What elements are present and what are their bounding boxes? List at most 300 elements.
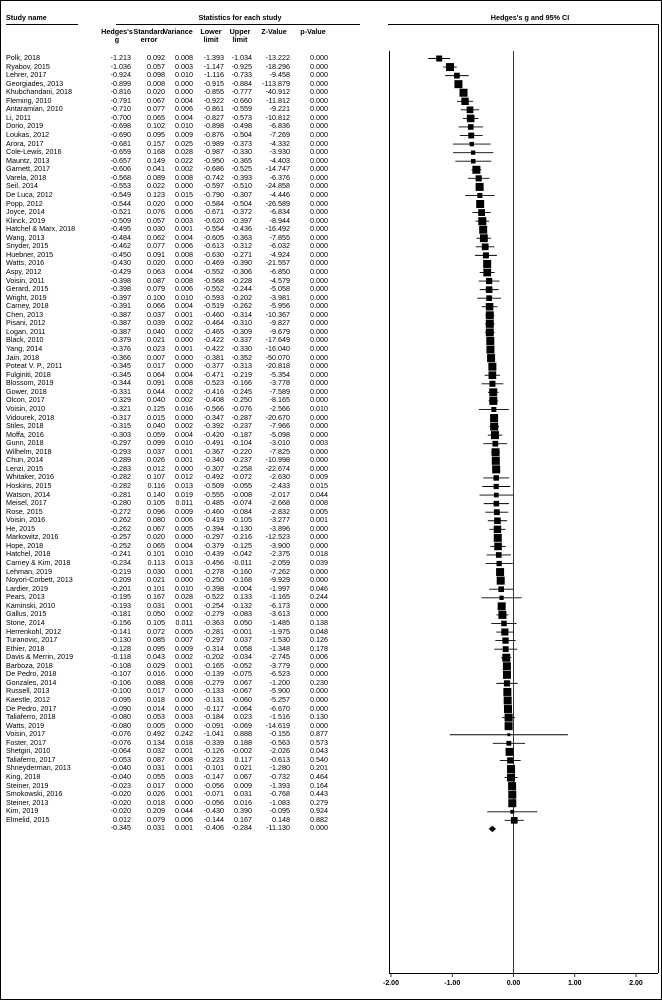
row-g-value: -0.293 xyxy=(110,446,131,456)
effect-square xyxy=(498,586,504,592)
row-ll-value: -0.408 xyxy=(203,395,224,405)
effect-square xyxy=(482,243,489,250)
row-var-value: 0.004 xyxy=(175,429,193,439)
row-ul-value: 0.021 xyxy=(234,763,252,773)
study-name: Stiles, 2018 xyxy=(6,421,44,431)
row-var-value: 0.000 xyxy=(175,686,193,696)
row-g-value: -0.281 xyxy=(110,489,131,499)
row-ll-value: -0.184 xyxy=(203,712,224,722)
row-var-value: 0.000 xyxy=(175,695,193,704)
study-name: Meisel, 2017 xyxy=(6,498,47,508)
row-var-value: 0.000 xyxy=(175,361,193,371)
row-g-value: -0.379 xyxy=(110,335,131,345)
study-name: Shneyderman, 2013 xyxy=(6,763,71,773)
row-g-value: -0.156 xyxy=(110,617,131,627)
study-name: Poteat V. P., 2011 xyxy=(6,361,63,371)
effect-square xyxy=(504,705,512,713)
row-ul-value: 0.058 xyxy=(234,643,252,653)
row-var-value: 0.010 xyxy=(175,121,193,131)
row-p-value: 0.000 xyxy=(310,78,328,88)
study-name: Steiner, 2013 xyxy=(6,797,49,807)
row-var-value: 0.003 xyxy=(175,772,193,782)
row-var-value: 0.005 xyxy=(175,523,193,533)
row-p-value: 0.000 xyxy=(310,258,328,268)
row-z-value: -8.944 xyxy=(269,215,290,225)
row-var-value: 0.000 xyxy=(175,669,193,679)
effect-square xyxy=(483,252,489,258)
row-z-value: -10.812 xyxy=(265,112,290,122)
study-name: Carney, 2018 xyxy=(6,301,49,311)
summary-se-value: 0.031 xyxy=(147,823,165,833)
row-ll-value: -0.279 xyxy=(203,677,224,687)
row-var-value: 0.001 xyxy=(175,763,193,773)
row-se-value: 0.059 xyxy=(147,429,165,439)
row-se-value: 0.015 xyxy=(147,412,165,422)
row-z-value: -2.059 xyxy=(269,558,290,568)
study-name: Black, 2010 xyxy=(6,335,44,345)
row-se-value: 0.005 xyxy=(147,720,165,730)
row-p-value: 0.000 xyxy=(310,207,328,217)
row-var-value: 0.010 xyxy=(175,549,193,559)
effect-square xyxy=(486,311,494,319)
row-z-value: -14.747 xyxy=(265,164,290,174)
row-g-value: -0.397 xyxy=(110,292,131,302)
row-ul-value: -0.084 xyxy=(231,506,252,516)
row-g-value: -0.128 xyxy=(110,643,131,653)
row-p-value: 0.010 xyxy=(310,403,328,413)
row-p-value: 0.000 xyxy=(310,660,328,670)
row-p-value: 0.000 xyxy=(310,575,328,585)
row-se-value: 0.101 xyxy=(147,549,165,559)
row-ll-value: -0.566 xyxy=(203,403,224,413)
study-name: Voisin, 2016 xyxy=(6,515,46,525)
row-se-value: 0.037 xyxy=(147,309,165,319)
row-ll-value: -0.523 xyxy=(203,378,224,388)
row-p-value: 0.001 xyxy=(310,515,328,525)
row-p-value: 0.000 xyxy=(310,523,328,533)
row-var-value: 0.001 xyxy=(175,224,193,234)
row-p-value: 0.000 xyxy=(310,609,328,619)
row-z-value: -1.516 xyxy=(269,712,290,722)
row-p-value: 0.000 xyxy=(310,369,328,379)
row-se-value: 0.050 xyxy=(147,609,165,619)
effect-square xyxy=(471,159,476,164)
row-z-value: -8.165 xyxy=(269,395,290,405)
study-name: Antaramian, 2010 xyxy=(6,104,63,114)
row-ul-value: 0.117 xyxy=(234,754,252,764)
study-name: Varela, 2018 xyxy=(6,172,47,182)
effect-square xyxy=(510,810,514,814)
effect-square xyxy=(488,363,496,371)
row-ul-value: -0.072 xyxy=(231,472,252,482)
effect-square xyxy=(486,320,494,328)
study-name: Garnett, 2017 xyxy=(6,164,50,174)
row-var-value: 0.000 xyxy=(175,780,193,790)
study-name: Klinck, 2019 xyxy=(6,215,46,225)
row-se-value: 0.089 xyxy=(147,172,165,182)
row-p-value: 0.000 xyxy=(310,198,328,208)
row-z-value: -7.966 xyxy=(269,421,290,431)
study-name: Blossom, 2019 xyxy=(6,378,54,388)
row-z-value: -0.732 xyxy=(269,772,290,782)
row-var-value: 0.005 xyxy=(175,626,193,636)
row-z-value: -5.257 xyxy=(269,695,290,704)
row-ll-value: -1.041 xyxy=(203,729,224,739)
row-z-value: -22.674 xyxy=(265,463,290,473)
row-z-value: -5.956 xyxy=(269,301,290,311)
row-g-value: -0.544 xyxy=(110,198,131,208)
row-z-value: -2.026 xyxy=(269,746,290,756)
row-p-value: 0.573 xyxy=(310,737,328,747)
effect-square xyxy=(491,407,496,412)
effect-square xyxy=(494,501,500,507)
effect-square xyxy=(486,278,492,284)
study-name: Aspy, 2012 xyxy=(6,267,42,276)
row-p-value: 0.000 xyxy=(310,361,328,371)
row-ul-value: -0.352 xyxy=(231,352,252,362)
row-z-value: -11.812 xyxy=(266,95,290,105)
row-p-value: 0.008 xyxy=(310,498,328,508)
row-ul-value: -0.373 xyxy=(231,138,252,148)
effect-square xyxy=(506,741,511,746)
x-tick-label: 0.00 xyxy=(506,980,521,987)
row-p-value: 0.877 xyxy=(310,729,328,739)
stats-group-header: Statistics for each study xyxy=(198,13,282,22)
row-g-value: -0.262 xyxy=(110,515,131,525)
row-se-value: 0.105 xyxy=(147,617,165,627)
row-ul-value: -0.363 xyxy=(231,232,252,242)
row-ll-value: -0.377 xyxy=(203,361,224,371)
effect-square xyxy=(476,200,484,208)
study-name: Wilhelm, 2018 xyxy=(6,446,52,456)
study-name: Carney & Kim, 2018 xyxy=(6,558,71,568)
row-var-value: 0.010 xyxy=(175,583,193,593)
row-g-value: -0.219 xyxy=(110,566,131,576)
row-ll-value: -0.898 xyxy=(203,121,224,131)
row-p-value: 0.000 xyxy=(310,155,328,165)
row-se-value: 0.096 xyxy=(147,506,165,516)
row-var-value: 0.011 xyxy=(175,498,193,508)
effect-square xyxy=(491,431,499,439)
row-var-value: 0.019 xyxy=(175,489,193,499)
study-name: Gower, 2018 xyxy=(6,386,47,396)
row-z-value: -20.670 xyxy=(265,412,290,422)
effect-square xyxy=(507,765,515,773)
row-se-value: 0.209 xyxy=(147,806,165,816)
effect-square xyxy=(470,142,474,146)
row-p-value: 0.000 xyxy=(310,695,328,704)
effect-square xyxy=(503,646,509,652)
row-se-value: 0.017 xyxy=(147,361,165,371)
row-z-value: -40.912 xyxy=(265,87,290,97)
row-var-value: 0.008 xyxy=(175,172,193,182)
study-name: Watts, 2019 xyxy=(6,720,45,730)
study-name: Kaminski, 2010 xyxy=(6,600,56,610)
row-ul-value: -0.168 xyxy=(231,575,252,585)
study-name: Hatchel & Marx, 2018 xyxy=(6,224,76,234)
row-g-value: -0.297 xyxy=(110,438,131,448)
study-name: Loukas, 2012 xyxy=(6,130,50,140)
effect-square xyxy=(493,475,498,480)
row-se-value: 0.062 xyxy=(147,232,165,242)
row-var-value: 0.009 xyxy=(175,130,193,140)
row-z-value: -1.485 xyxy=(269,617,290,627)
row-ul-value: -0.314 xyxy=(231,309,252,319)
row-var-value: 0.002 xyxy=(175,421,193,431)
column-header-g: Hedges's g xyxy=(101,27,133,44)
row-ul-value: -0.573 xyxy=(231,112,252,122)
row-var-value: 0.028 xyxy=(175,592,193,602)
row-se-value: 0.077 xyxy=(147,241,165,251)
row-p-value: 0.130 xyxy=(310,712,328,722)
row-g-value: -0.020 xyxy=(110,806,131,816)
row-z-value: -6.173 xyxy=(269,600,290,610)
effect-square xyxy=(506,748,514,756)
x-tick-label: 2.00 xyxy=(629,980,643,987)
row-ul-value: -0.306 xyxy=(231,267,252,276)
column-header-ll: Lower limit xyxy=(200,27,222,44)
row-ll-value: -0.464 xyxy=(203,318,224,328)
row-p-value: 0.000 xyxy=(310,284,328,294)
study-name: Georgiades, 2013 xyxy=(6,78,64,88)
study-name: Popp, 2012 xyxy=(6,198,43,208)
row-p-value: 0.039 xyxy=(310,558,328,568)
row-z-value: -7.269 xyxy=(269,130,290,140)
effect-square xyxy=(461,98,468,105)
row-var-value: 0.008 xyxy=(175,53,193,62)
row-ll-value: -0.605 xyxy=(203,232,224,242)
row-z-value: -0.613 xyxy=(269,754,290,764)
row-p-value: 0.000 xyxy=(310,395,328,405)
row-g-value: -0.710 xyxy=(110,104,131,114)
row-var-value: 0.006 xyxy=(175,207,193,217)
row-var-value: 0.001 xyxy=(175,455,193,465)
row-g-value: -0.899 xyxy=(110,78,131,88)
row-ul-value: -0.372 xyxy=(231,207,252,217)
row-p-value: 0.000 xyxy=(310,600,328,610)
row-se-value: 0.092 xyxy=(147,53,165,62)
row-g-value: -0.282 xyxy=(110,481,131,490)
row-z-value: -5.058 xyxy=(269,284,290,294)
row-ll-value: -0.416 xyxy=(203,386,224,396)
row-ll-value: -0.876 xyxy=(203,130,224,140)
study-name: Cole-Lewis, 2016 xyxy=(6,147,62,157)
row-z-value: -6.670 xyxy=(269,703,290,713)
study-name: Herrenkohl, 2012 xyxy=(6,626,62,636)
row-p-value: 0.018 xyxy=(310,549,328,559)
row-se-value: 0.065 xyxy=(147,112,165,122)
study-name: Lenzi, 2015 xyxy=(6,463,44,473)
study-name: Khubchandani, 2018 xyxy=(6,87,72,97)
effect-square xyxy=(471,151,475,155)
row-p-value: 0.000 xyxy=(310,703,328,713)
row-se-value: 0.100 xyxy=(147,292,165,302)
row-z-value: -2.630 xyxy=(269,472,290,482)
effect-square xyxy=(505,714,513,722)
row-g-value: -0.366 xyxy=(110,352,131,362)
row-se-value: 0.099 xyxy=(147,438,165,448)
row-z-value: -0.768 xyxy=(269,789,290,799)
row-se-value: 0.053 xyxy=(147,712,165,722)
row-ul-value: -0.011 xyxy=(232,558,252,568)
summary-var-value: 0.001 xyxy=(175,823,193,833)
row-var-value: 0.011 xyxy=(175,617,193,627)
study-name: Markowitz, 2016 xyxy=(6,532,59,542)
row-var-value: 0.010 xyxy=(175,70,193,80)
study-name: Ethier, 2018 xyxy=(6,643,45,653)
row-se-value: 0.076 xyxy=(147,207,165,217)
row-z-value: -6.836 xyxy=(269,121,290,131)
row-se-value: 0.095 xyxy=(147,643,165,653)
study-name: Gallus, 2015 xyxy=(6,609,47,619)
row-var-value: 0.001 xyxy=(175,746,193,756)
row-g-value: -0.700 xyxy=(110,112,131,122)
row-ll-value: -0.460 xyxy=(203,506,224,516)
row-ul-value: -0.216 xyxy=(231,532,252,542)
row-p-value: 0.000 xyxy=(310,95,328,105)
row-ul-value: -0.925 xyxy=(231,61,252,71)
column-header-var: Variance xyxy=(163,27,193,36)
row-p-value: 0.000 xyxy=(310,215,328,225)
study-name: King, 2018 xyxy=(6,772,41,782)
row-var-value: 0.000 xyxy=(175,87,193,97)
row-z-value: -10.367 xyxy=(265,309,290,319)
study-name: Hope, 2018 xyxy=(6,540,44,550)
row-p-value: 0.046 xyxy=(310,583,328,593)
row-se-value: 0.134 xyxy=(147,737,165,747)
row-se-value: 0.107 xyxy=(147,472,165,482)
row-se-value: 0.026 xyxy=(147,455,165,465)
row-ul-value: -0.104 xyxy=(231,438,252,448)
row-se-value: 0.168 xyxy=(147,147,165,157)
row-z-value: -1.997 xyxy=(269,583,290,593)
row-se-value: 0.031 xyxy=(147,763,165,773)
row-z-value: -5.900 xyxy=(269,686,290,696)
study-name: Logan, 2011 xyxy=(6,326,46,336)
study-name: Watts, 2016 xyxy=(6,258,45,268)
effect-square xyxy=(492,441,498,447)
row-se-value: 0.030 xyxy=(147,224,165,234)
row-var-value: 0.001 xyxy=(175,566,193,576)
row-g-value: -0.303 xyxy=(110,429,131,439)
study-name: Vidourek, 2018 xyxy=(6,412,55,422)
row-var-value: 0.000 xyxy=(175,575,193,585)
row-ul-value: -0.660 xyxy=(231,95,252,105)
effect-square xyxy=(478,209,485,216)
study-name: Seil, 2014 xyxy=(6,181,38,191)
row-g-value: -0.241 xyxy=(110,549,131,559)
row-se-value: 0.030 xyxy=(147,566,165,576)
x-tick-label: 1.00 xyxy=(567,980,582,987)
row-g-value: -0.345 xyxy=(110,361,131,371)
row-ll-value: -0.133 xyxy=(203,686,224,696)
row-g-value: -0.398 xyxy=(110,275,131,285)
row-p-value: 0.882 xyxy=(310,814,328,824)
row-p-value: 0.000 xyxy=(310,138,328,148)
effect-square xyxy=(436,55,442,61)
row-z-value: -3.981 xyxy=(269,292,290,302)
row-var-value: 0.010 xyxy=(175,438,193,448)
row-se-value: 0.044 xyxy=(147,386,165,396)
row-p-value: 0.164 xyxy=(310,780,328,790)
effect-square xyxy=(501,628,508,635)
row-ll-value: -0.597 xyxy=(203,181,224,191)
row-ul-value: -0.390 xyxy=(231,258,252,268)
row-ll-value: -0.987 xyxy=(203,147,224,157)
row-z-value: -9.827 xyxy=(269,318,290,328)
effect-square xyxy=(492,465,500,473)
row-z-value: -1.975 xyxy=(269,626,290,636)
row-var-value: 0.018 xyxy=(175,737,193,747)
row-p-value: 0.000 xyxy=(310,686,328,696)
row-se-value: 0.057 xyxy=(147,61,165,71)
effect-square xyxy=(486,346,494,354)
row-z-value: -4.446 xyxy=(269,189,290,199)
study-name: Steiner, 2019 xyxy=(6,780,49,790)
row-z-value: -3.277 xyxy=(269,515,290,525)
row-z-value: -2.832 xyxy=(269,506,290,516)
effect-square xyxy=(494,543,502,551)
row-ul-value: -0.436 xyxy=(231,224,252,234)
row-ll-value: -0.861 xyxy=(203,104,224,114)
study-name: Smokowski, 2016 xyxy=(6,789,63,799)
effect-square xyxy=(504,680,510,686)
study-name: Mauntz, 2013 xyxy=(6,155,50,165)
row-ll-value: -0.430 xyxy=(203,806,224,816)
row-p-value: 0.201 xyxy=(310,763,328,773)
row-ll-value: -0.552 xyxy=(203,284,224,294)
column-header-ul: Upper limit xyxy=(229,27,251,44)
row-ul-value: -0.287 xyxy=(231,412,252,422)
row-p-value: 0.000 xyxy=(310,147,328,157)
row-se-value: 0.123 xyxy=(147,189,165,199)
row-ll-value: -0.686 xyxy=(203,164,224,174)
row-g-value: -0.118 xyxy=(111,652,131,662)
effect-square xyxy=(486,286,493,293)
row-ll-value: -0.223 xyxy=(203,754,224,764)
effect-square xyxy=(454,80,462,88)
study-name: Taliaferro, 2017 xyxy=(6,754,56,764)
row-var-value: 0.006 xyxy=(175,515,193,525)
row-p-value: 0.244 xyxy=(310,592,328,602)
row-ll-value: -0.422 xyxy=(203,335,224,345)
row-ul-value: -0.002 xyxy=(231,746,252,756)
row-g-value: -0.315 xyxy=(110,421,131,431)
row-var-value: 0.002 xyxy=(175,652,193,662)
row-z-value: -3.010 xyxy=(269,438,290,448)
row-ll-value: -0.379 xyxy=(203,540,224,550)
study-name: Voisin, 2017 xyxy=(6,729,46,739)
study-name: Stone, 2014 xyxy=(6,617,45,627)
row-se-value: 0.064 xyxy=(147,369,165,379)
effect-square xyxy=(507,733,510,736)
row-z-value: -0.155 xyxy=(269,729,290,739)
study-name: Yang, 2014 xyxy=(6,344,43,354)
row-g-value: -0.321 xyxy=(110,403,131,413)
row-ll-value: -0.117 xyxy=(204,703,224,713)
row-var-value: 0.025 xyxy=(175,138,193,148)
row-ul-value: -0.105 xyxy=(231,515,252,525)
effect-square xyxy=(483,260,491,268)
row-ll-value: -0.855 xyxy=(203,87,224,97)
row-g-value: -0.195 xyxy=(110,592,131,602)
row-z-value: -1.280 xyxy=(269,763,290,773)
effect-square xyxy=(486,303,494,311)
study-name: Gerard, 2015 xyxy=(6,284,49,294)
row-ll-value: -0.139 xyxy=(203,669,224,679)
row-g-value: -0.549 xyxy=(110,189,131,199)
row-ll-value: -0.367 xyxy=(203,446,224,456)
